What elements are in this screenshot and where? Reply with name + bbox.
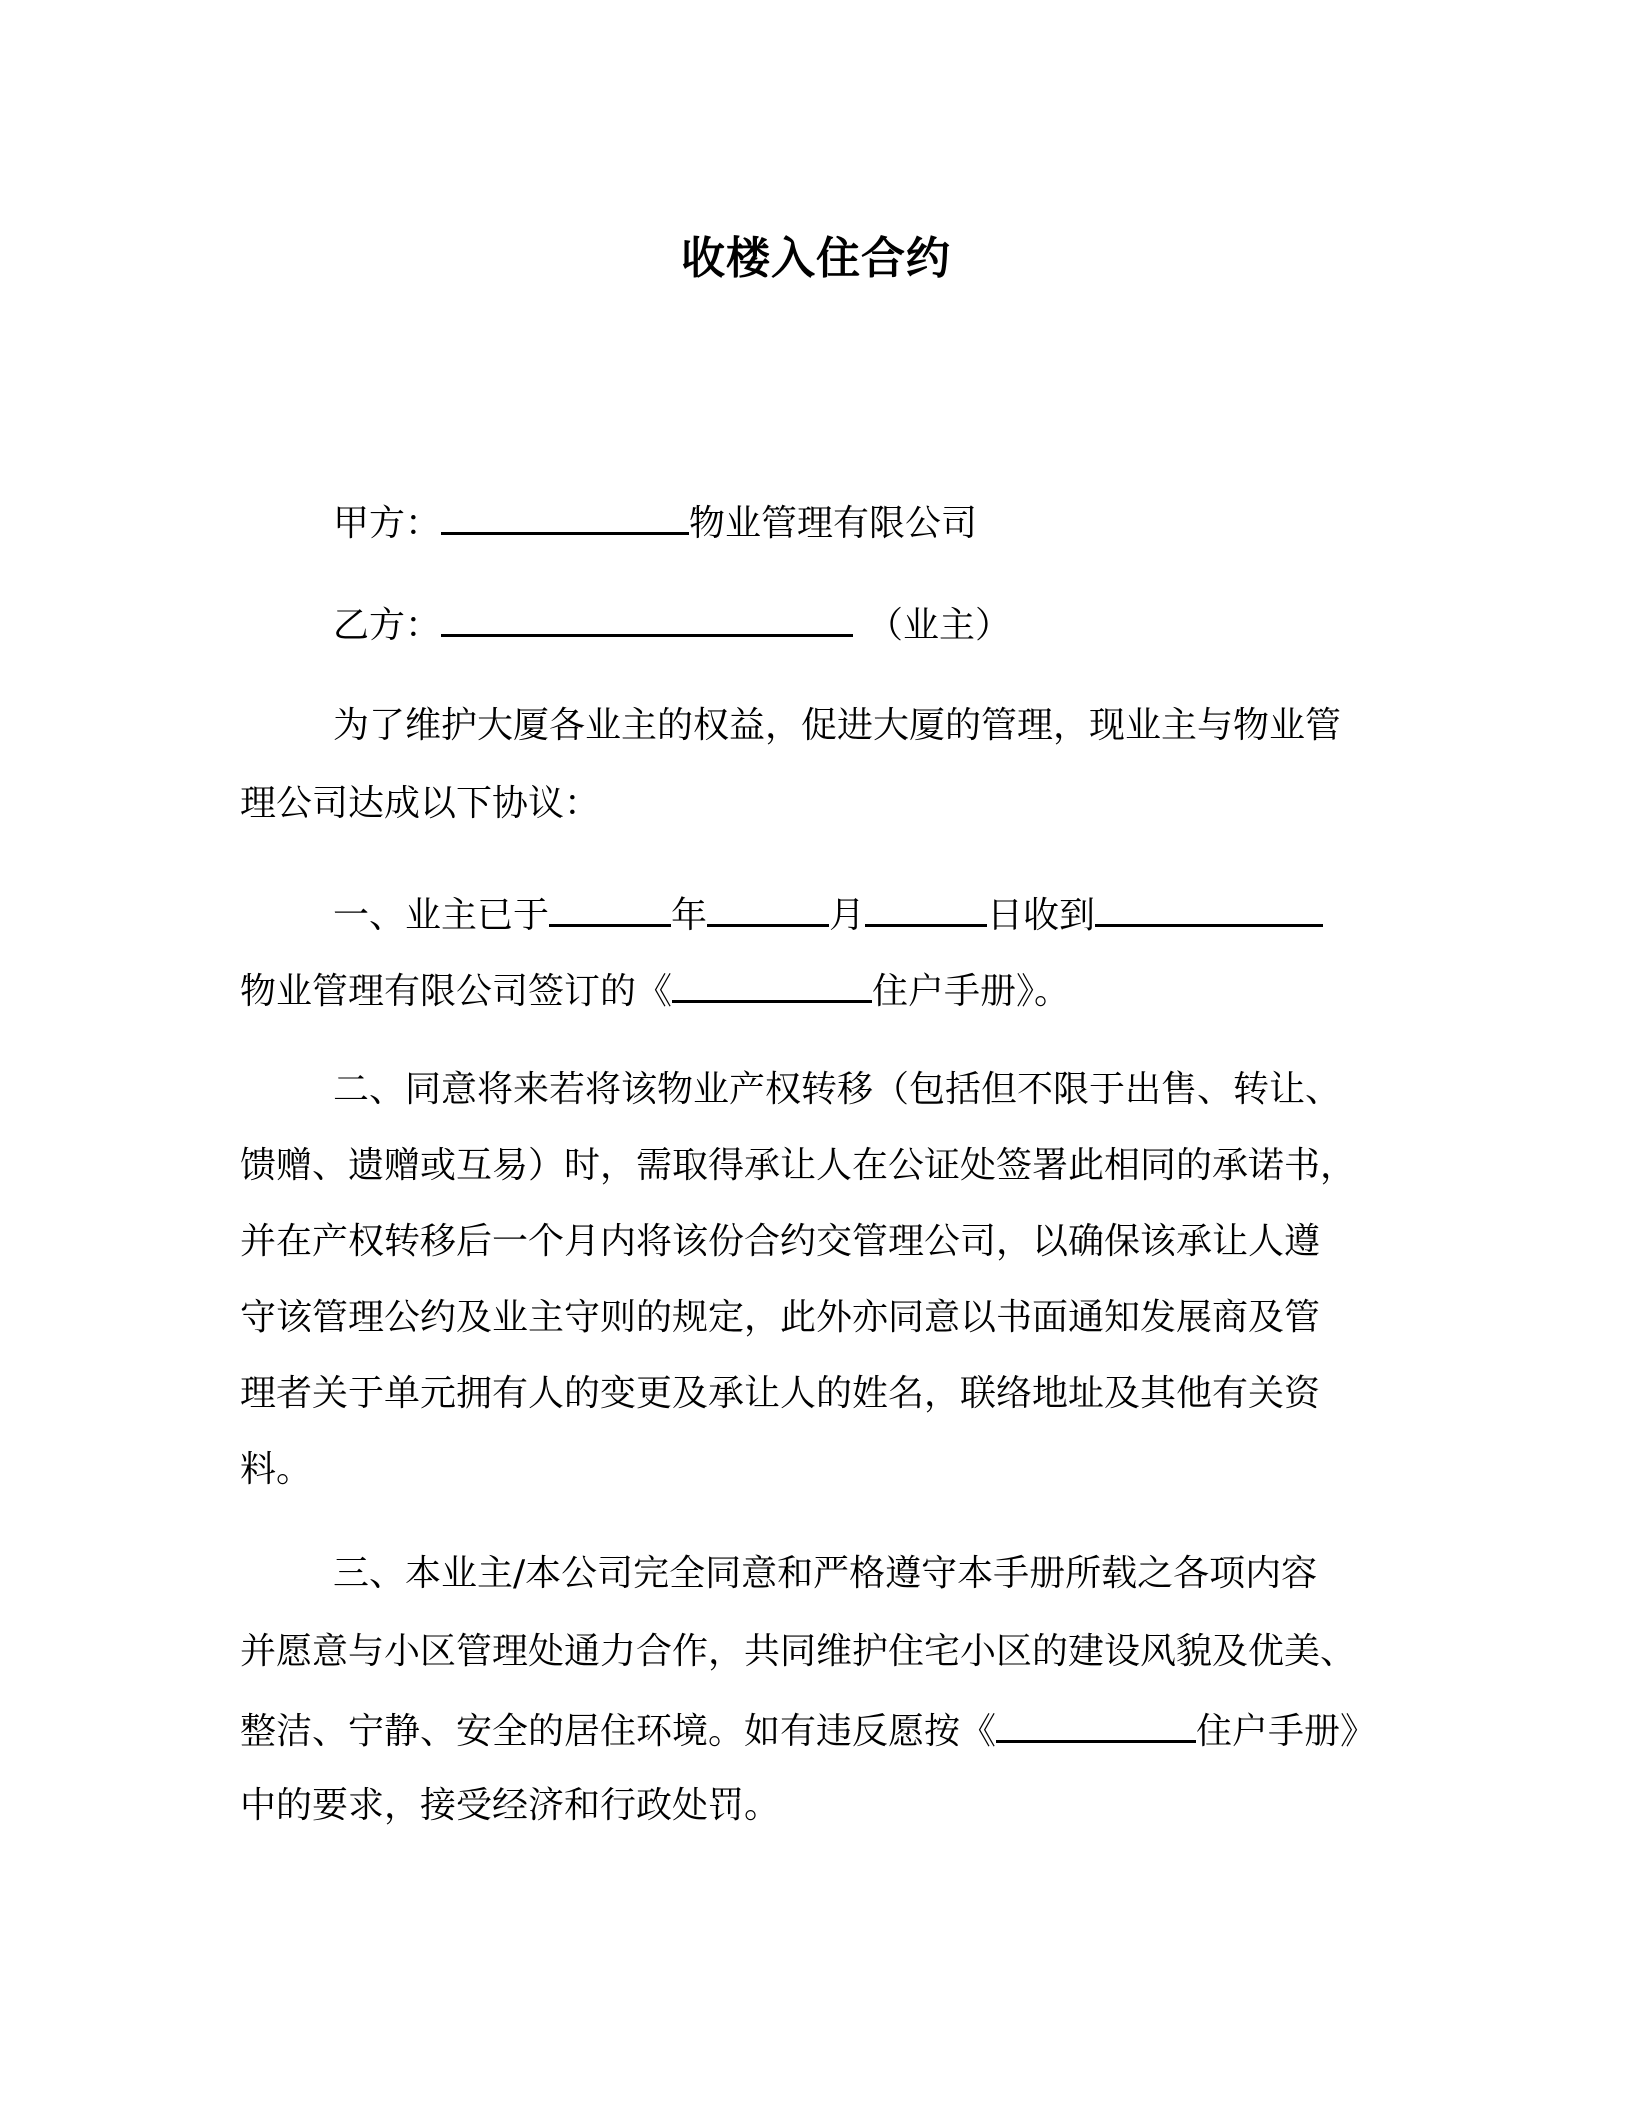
clause-2-line-4: 守该管理公约及业主守则的规定，此外亦同意以书面通知发展商及管 <box>240 1297 1321 1338</box>
company-blank[interactable] <box>1095 890 1323 927</box>
clause-1-line-1 <box>333 890 1323 938</box>
clause-1-line-2-prefix: 物业管理有限公司签订的《 <box>240 971 673 1012</box>
year-blank[interactable] <box>549 890 671 927</box>
clause-3-line-2: 并愿意与小区管理处通力合作，共同维护住宅小区的建设风貌及优美、 <box>240 1631 1357 1672</box>
day-blank[interactable] <box>865 890 987 927</box>
party-a-blank[interactable] <box>441 498 689 535</box>
party-a-suffix: 物业管理有限公司 <box>689 503 978 544</box>
clause-2-line-6: 料。 <box>240 1449 313 1490</box>
document-title: 收楼入住合约 <box>681 233 951 284</box>
clause-1-line-2-suffix: 住户手册》。 <box>872 971 1071 1012</box>
intro-line-1: 为了维护大厦各业主的权益，促进大厦的管理，现业主与物业管 <box>333 705 1342 746</box>
party-b-label: 乙方： <box>333 605 442 646</box>
clause-2-line-3: 并在产权转移后一个月内将该份合约交管理公司，以确保该承让人遵 <box>240 1221 1321 1262</box>
handbook-blank-2[interactable] <box>996 1706 1196 1743</box>
clause-3-line-3-suffix: 住户手册》 <box>1196 1711 1377 1752</box>
intro-line-2: 理公司达成以下协议： <box>240 783 601 824</box>
clause-3-line-3 <box>240 1706 1376 1754</box>
handbook-blank-1[interactable] <box>672 966 872 1003</box>
clause-3-line-3-prefix: 整洁、宁静、安全的居住环境。如有违反愿按《 <box>240 1711 997 1752</box>
party-b-blank[interactable] <box>441 600 853 637</box>
clause-2-line-1: 二、同意将来若将该物业产权转移（包括但不限于出售、转让、 <box>333 1069 1342 1110</box>
day-received-label: 日收到 <box>987 895 1096 936</box>
clause-2-line-5: 理者关于单元拥有人的变更及承让人的姓名，联络地址及其他有关资 <box>240 1373 1321 1414</box>
clause-3-line-4: 中的要求，接受经济和行政处罚。 <box>240 1785 781 1826</box>
year-label: 年 <box>671 895 708 936</box>
clause-1-prefix: 一、业主已于 <box>333 895 550 936</box>
clause-1-line-2 <box>240 966 1070 1014</box>
party-b-suffix: （业主） <box>867 605 1012 646</box>
clause-2-line-2: 馈赠、遗赠或互易）时，需取得承让人在公证处签署此相同的承诺书， <box>240 1145 1357 1186</box>
month-label: 月 <box>829 895 866 936</box>
clause-3-line-1: 三、本业主/本公司完全同意和严格遵守本手册所载之各项内容 <box>333 1553 1318 1594</box>
party-b-line <box>333 600 1011 648</box>
month-blank[interactable] <box>707 890 829 927</box>
party-a-label: 甲方： <box>333 503 442 544</box>
party-a-line <box>333 498 977 546</box>
